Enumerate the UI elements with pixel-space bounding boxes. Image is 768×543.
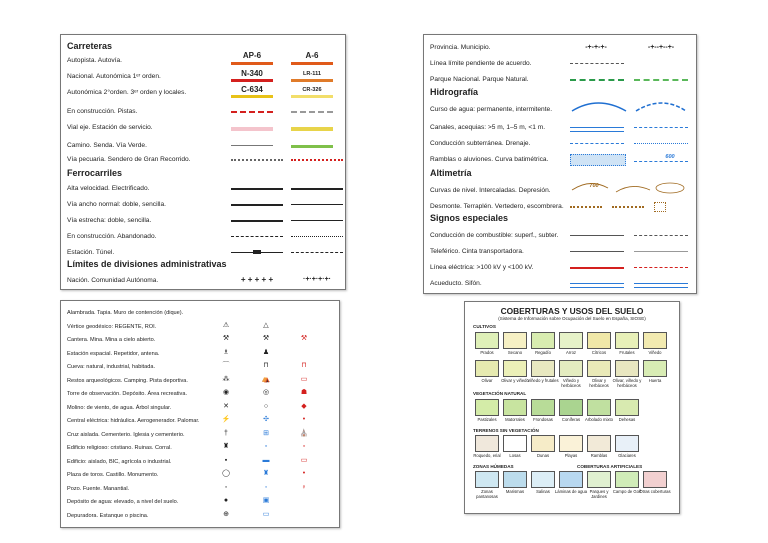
provincia-label: Provincia. Municipio. <box>430 44 491 51</box>
symbol-row <box>61 468 339 482</box>
symbol-row <box>61 441 339 455</box>
land-cover-label: Marismas <box>505 489 525 494</box>
symbol-icon: ⚒ <box>262 335 270 342</box>
electrica-row <box>424 261 696 275</box>
land-cover-swatch <box>503 471 527 488</box>
land-cover-swatch <box>587 435 611 452</box>
acueducto-symbol <box>570 283 624 288</box>
symbol-icon: ● <box>223 497 229 504</box>
pecuaria-row <box>61 153 345 167</box>
land-cover-label: Parques y Jardines <box>589 489 609 499</box>
land-cover-swatch <box>531 332 555 349</box>
symbol-icon: ⊓ <box>263 362 269 369</box>
parque-nacional-symbol <box>570 79 624 81</box>
land-cover-swatch <box>475 332 499 349</box>
terraplen-symbol <box>612 206 644 208</box>
land-cover-swatch <box>503 399 527 416</box>
construccion-symbol <box>231 111 273 113</box>
sendero-symbol <box>291 159 343 161</box>
land-cover-label: Coníferas <box>561 417 581 422</box>
via-verde-symbol <box>291 145 333 148</box>
land-cover-label: Playas <box>564 453 578 458</box>
curso-label: Curso de agua: permanente, intermitente. <box>430 106 553 113</box>
sifon-symbol <box>634 283 688 288</box>
land-cover-label: Huerta <box>648 378 662 383</box>
combustible-row <box>424 229 696 243</box>
land-cover-label: Arroz <box>565 350 576 355</box>
symbol-icon: ▬ <box>262 456 270 464</box>
symbol-icon: ⊓ <box>301 362 307 369</box>
acequia-symbol <box>634 127 688 128</box>
camino-symbol <box>231 145 273 146</box>
pendiente-row <box>424 57 696 71</box>
limites-heading: Límites de divisiones administrativas <box>67 259 227 269</box>
symbol-icon: ⚡ <box>221 416 231 423</box>
curvas-label: Curvas de nivel. Intercaladas. Depresión. <box>430 187 551 194</box>
symbol-row <box>61 414 339 428</box>
parque-label: Parque Nacional. Parque Natural. <box>430 76 529 83</box>
tunel-symbol <box>291 252 343 253</box>
autopista-row <box>61 51 345 68</box>
estrecha-sencilla-symbol <box>291 220 343 221</box>
canales-label: Canales, acequias: >5 m, 1–5 m, <1 m. <box>430 124 546 131</box>
land-cover-swatch <box>615 399 639 416</box>
land-cover-label: Láminas de agua <box>554 489 588 494</box>
land-cover-label: Frondosas <box>533 417 553 422</box>
land-cover-label: Campo de Golf <box>612 489 642 494</box>
altimetria-heading: Altimetría <box>430 168 472 178</box>
symbol-icon: ▭ <box>262 510 270 518</box>
land-cover-swatch <box>531 471 555 488</box>
symbol-row <box>61 320 339 334</box>
symbol-icon: ▫ <box>302 443 306 450</box>
combustible-subter-symbol <box>634 235 688 236</box>
symbol-icon: † <box>224 429 228 437</box>
alta-velocidad-symbol <box>231 188 283 190</box>
land-cover-swatch <box>503 360 527 377</box>
symbol-icon: ○ <box>263 402 269 410</box>
symbol-row-label: Cueva: natural, industrial, habitada. <box>67 364 156 370</box>
land-cover-label: Frutales <box>619 350 635 355</box>
ramblas-row <box>424 153 696 167</box>
autovia-symbol <box>291 62 333 65</box>
conduccion-symbol <box>570 143 624 144</box>
estacion-label: Estación. Túnel. <box>67 249 115 256</box>
symbol-icon: ◦ <box>224 483 228 491</box>
nacional-symbol <box>231 79 273 82</box>
humedas-heading: ZONAS HÚMEDAS <box>473 464 514 469</box>
land-cover-swatch <box>615 360 639 377</box>
local-symbol <box>291 95 333 98</box>
symbol-icon: ⊕ <box>223 510 229 518</box>
symbol-icon: ◉ <box>222 389 230 396</box>
land-cover-label: Glaciares <box>618 453 636 458</box>
roads-legend-panel <box>60 34 346 290</box>
contour-value: 700 <box>589 183 599 189</box>
batimetrica-symbol <box>634 161 688 162</box>
land-cover-label: Olivar, viñedo y herbáceos <box>612 378 642 388</box>
pista-symbol <box>291 111 333 113</box>
land-cover-title: COBERTURAS Y USOS DEL SUELO <box>500 306 644 316</box>
pecuaria-label: Vía pecuaria. Sendero de Gran Recorrido. <box>67 156 191 163</box>
combustible-superf-symbol <box>570 235 624 236</box>
symbol-row <box>61 455 339 469</box>
land-cover-swatch <box>615 332 639 349</box>
artificiales-heading: COBERTURAS ARTIFICIALES <box>577 464 643 469</box>
land-cover-swatch <box>559 471 583 488</box>
land-cover-swatch <box>587 332 611 349</box>
construccion-label: En construcción. Pistas. <box>67 108 138 115</box>
signos-heading: Signos especiales <box>430 213 509 223</box>
curso-row <box>424 103 696 117</box>
symbol-row-label: Plaza de toros. Castillo. Monumento. <box>67 472 159 478</box>
symbol-icon: ⚠ <box>222 321 230 329</box>
ramblas-label: Ramblas o aluviones. Curva batimétrica. <box>430 156 549 163</box>
electrica-label: Línea eléctrica: >100 kV y <100 kV. <box>430 264 534 271</box>
symbol-icon: ♜ <box>222 443 230 450</box>
estrecha-label: Vía estrecha: doble, sencilla. <box>67 217 152 224</box>
ancho-normal-row <box>61 198 345 212</box>
camino-label: Camino. Senda. Vía Verde. <box>67 142 147 149</box>
land-cover-label: Ramblas <box>590 453 608 458</box>
acueducto-label: Acueducto. Sifón. <box>430 280 482 287</box>
symbol-icon: ◎ <box>262 389 270 396</box>
symbol-icon: ◯ <box>222 470 230 477</box>
autonomica1-code: LR-111 <box>302 71 322 77</box>
acueducto-row <box>424 277 696 291</box>
symbol-icon: ♟ <box>262 348 270 356</box>
hydrography-legend-panel <box>423 34 697 294</box>
ferro-construccion-label: En construcción. Abandonado. <box>67 233 157 240</box>
estrecha-doble-symbol <box>231 220 283 222</box>
estacion-box-icon <box>253 250 261 254</box>
rambla-symbol <box>570 154 626 166</box>
cultivos-heading: CULTIVOS <box>473 324 496 329</box>
land-cover-swatch <box>643 332 667 349</box>
alta-velocidad-row <box>61 182 345 196</box>
symbol-row <box>61 360 339 374</box>
symbol-row <box>61 306 339 320</box>
nacional-row <box>61 70 345 84</box>
nacion-label: Nación. Comunidad Autónoma. <box>67 277 159 284</box>
autovia-code: A-6 <box>305 51 319 60</box>
pendiente-label: Línea límite pendiente de acuerdo. <box>430 60 532 67</box>
teleferico-row <box>424 245 696 259</box>
symbol-row-label: Depuradora. Estanque o piscina. <box>67 512 149 519</box>
vial-label: Vial eje. Estación de servicio. <box>67 124 153 131</box>
vegetacion-heading: VEGETACIÓN NATURAL <box>473 391 527 396</box>
ancho-normal-label: Vía ancho normal: doble, sencilla. <box>67 201 166 208</box>
batimetrica-depth: 600 <box>665 154 675 160</box>
autopista-code: AP-6 <box>242 51 262 60</box>
provincia-symbol: -+-+-+- <box>585 44 607 51</box>
cinta-symbol <box>634 251 688 252</box>
symbol-icon: • <box>302 470 306 477</box>
symbol-row-label: Central eléctrica: hidráulica. Aerogenerador. Palomar. <box>67 418 200 424</box>
land-cover-swatch <box>587 399 611 416</box>
comunidad-symbol: ·+·+·+·+· <box>302 276 331 283</box>
autonomica-label: Autonómica 2°orden. 3ᵉʳ orden y locales. <box>67 89 187 96</box>
land-cover-swatch <box>643 471 667 488</box>
autonomica-row <box>61 86 345 100</box>
land-cover-swatch <box>503 332 527 349</box>
symbol-row-label: Torre de observación. Depósito. Área recreativa. <box>67 391 188 397</box>
vial-symbol <box>231 127 273 131</box>
land-cover-label: Viñedo <box>648 350 662 355</box>
land-cover-swatch <box>531 435 555 452</box>
curso-symbol <box>570 97 688 115</box>
symbol-row-label: Edificio: aislado, BIC, agrícola o industrial. <box>67 458 172 465</box>
parque-natural-symbol <box>634 79 688 81</box>
land-cover-label: Regadío <box>535 350 551 355</box>
symbol-icon: • <box>302 416 306 423</box>
land-cover-label: Otras coberturas <box>639 489 671 494</box>
land-cover-label: Olivar <box>481 378 493 383</box>
land-cover-label: Roquedo, erial <box>473 453 501 458</box>
symbol-row <box>61 374 339 388</box>
land-cover-label: Dunas <box>536 453 550 458</box>
vial-row <box>61 121 345 135</box>
land-cover-swatch <box>531 360 555 377</box>
abandonado-symbol <box>291 236 343 237</box>
symbol-icon: ▭ <box>300 375 308 383</box>
land-cover-label: Viñedo y frutales <box>527 378 559 383</box>
curvas-row <box>424 184 696 198</box>
land-cover-swatch <box>503 435 527 452</box>
ancho-doble-symbol <box>231 204 283 206</box>
symbol-icon: ▪ <box>224 456 228 464</box>
symbol-icon: ✣ <box>263 416 269 423</box>
symbol-icon: ▫ <box>264 443 268 450</box>
combustible-label: Conducción de combustible: superf., subter. <box>430 232 559 239</box>
symbol-row <box>61 387 339 401</box>
autonomica2-code: C-634 <box>241 85 263 94</box>
symbol-row-label: Vértice geodésico: REGENTE, ROI. <box>67 323 157 330</box>
land-cover-swatch <box>475 435 499 452</box>
land-cover-swatch <box>475 399 499 416</box>
autonomica2-symbol <box>231 95 273 98</box>
symbol-row-label: Molino: de viento, de agua. Árbol singular. <box>67 404 172 411</box>
land-cover-label: Pastizales <box>477 417 497 422</box>
land-cover-panel <box>464 301 680 514</box>
land-cover-label: Cítricos <box>591 350 607 355</box>
drenaje-symbol <box>634 143 688 144</box>
symbol-icon: ⊞ <box>263 429 269 437</box>
canales-row <box>424 121 696 135</box>
canal-symbol <box>570 127 624 132</box>
symbol-icon: ◆ <box>301 402 307 410</box>
land-cover-swatch <box>615 471 639 488</box>
electrificado-symbol <box>291 188 343 190</box>
electrica-baja-symbol <box>634 267 688 268</box>
symbol-row <box>61 495 339 509</box>
autopista-symbol <box>231 62 273 65</box>
autonomica1-symbol <box>291 79 333 82</box>
symbol-row-label: Edificio religioso: cristiano. Ruinas. Corral. <box>67 445 172 451</box>
land-cover-label: Losas <box>509 453 521 458</box>
land-cover-label: Olivar y herbáceos <box>589 378 609 388</box>
ferro-construccion-symbol <box>231 236 283 237</box>
local-code: CR-326 <box>302 87 322 93</box>
ferro-construccion-row <box>61 230 345 244</box>
symbol-row-label: Alambrada. Tapia. Muro de contención (dique). <box>67 310 184 316</box>
terrenos-heading: TERRENOS SIN VEGETACIÓN <box>473 428 539 433</box>
conduccion-label: Conducción subterránea. Drenaje. <box>430 140 531 147</box>
land-cover-swatch <box>615 435 639 452</box>
land-cover-swatch <box>587 360 611 377</box>
land-cover-subtitle: (Sistema de Información sobre Ocupación del Suelo en España, SIOSE) <box>498 316 646 321</box>
land-cover-swatch <box>643 360 667 377</box>
symbol-icon: ☗ <box>300 389 308 396</box>
symbol-icon: ⁂ <box>222 375 230 383</box>
teleferico-symbol <box>570 251 624 252</box>
symbol-row-label: Restos arqueológicos. Camping. Pista deportiva. <box>67 377 188 384</box>
estacion-servicio-symbol <box>291 127 333 131</box>
vertedero-symbol <box>654 202 666 212</box>
symbol-icon: ♜ <box>262 470 270 477</box>
pecuaria-symbol <box>231 159 283 161</box>
land-cover-label: Secano <box>507 350 523 355</box>
symbol-row <box>61 428 339 442</box>
symbol-row <box>61 333 339 347</box>
symbol-row-label: Cruz aislada. Cementerio. Iglesia y cementerio. <box>67 431 185 438</box>
nacion-symbol: + + + + + <box>240 275 274 284</box>
land-cover-label: Dehesas <box>618 417 636 422</box>
ancho-sencilla-symbol <box>291 204 343 205</box>
teleferico-label: Teleférico. Cinta transportadora. <box>430 248 524 255</box>
carreteras-heading: Carreteras <box>67 41 113 51</box>
symbol-row <box>61 509 339 523</box>
symbol-row <box>61 482 339 496</box>
land-cover-swatch <box>587 471 611 488</box>
symbol-icon: ▭ <box>300 456 308 464</box>
land-cover-swatch <box>559 332 583 349</box>
parque-row <box>424 73 696 87</box>
symbol-row-label: Depósito de agua: elevado, a nivel del suelo. <box>67 499 179 505</box>
desmonte-row <box>424 200 696 214</box>
nacional-code: N-340 <box>241 69 263 78</box>
land-cover-label: Salinas <box>536 489 550 494</box>
symbol-icon: ♀ <box>301 483 307 491</box>
estrecha-row <box>61 214 345 228</box>
symbol-icon: ⌒ <box>222 362 230 369</box>
municipio-symbol: -+--+--+- <box>647 44 675 51</box>
nacion-row <box>61 274 345 288</box>
land-cover-label: Prados <box>480 350 494 355</box>
conduccion-row <box>424 137 696 151</box>
symbol-icon: ⛺ <box>261 375 271 383</box>
symbol-row-label: Pozo. Fuente. Manantial. <box>67 485 130 492</box>
estacion-row <box>61 246 345 260</box>
symbols-legend-panel <box>60 300 340 528</box>
land-cover-swatch <box>559 360 583 377</box>
symbol-icon: ◦ <box>264 483 268 491</box>
desmonte-label: Desmonte. Terraplén. Vertedero, escombrera. <box>430 203 564 210</box>
land-cover-swatch <box>559 435 583 452</box>
symbol-icon: ⛪ <box>299 429 309 437</box>
symbol-row <box>61 401 339 415</box>
symbol-icon: ▣ <box>262 497 270 504</box>
land-cover-swatch <box>475 360 499 377</box>
pendiente-symbol <box>570 63 624 64</box>
symbol-row-label: Cantera. Mina. Mina a cielo abierto. <box>67 337 156 343</box>
camino-row <box>61 139 345 153</box>
symbol-row-label: Estación espacial. Repetidor, antena. <box>67 350 160 357</box>
symbol-row <box>61 347 339 361</box>
land-cover-label: Matorrales <box>505 417 525 422</box>
electrica-alta-symbol <box>570 267 624 269</box>
symbol-icon: ✕ <box>223 402 229 410</box>
alta-velocidad-label: Alta velocidad. Electrificado. <box>67 185 150 192</box>
symbol-icon: ⚒ <box>300 335 308 342</box>
land-cover-swatch <box>531 399 555 416</box>
provincia-row <box>424 41 696 55</box>
land-cover-label: Arbolado mixto <box>585 417 613 422</box>
construccion-row <box>61 105 345 119</box>
land-cover-label: Viñedo y herbáceos <box>561 378 581 388</box>
nacional-label: Nacional. Autonómica 1ᵉʳ orden. <box>67 73 161 80</box>
symbol-icon: ⚒ <box>222 335 230 342</box>
autopista-label: Autopista. Autovía. <box>67 57 122 64</box>
symbol-icon: ♗ <box>222 348 230 356</box>
desmonte-symbol <box>570 206 602 208</box>
hidrografia-heading: Hidrografía <box>430 87 479 97</box>
symbol-icon: △ <box>263 321 269 329</box>
land-cover-label: Olivar y viñedo <box>501 378 529 383</box>
land-cover-swatch <box>475 471 499 488</box>
land-cover-label: Zonas pantanosas <box>476 489 498 499</box>
ferrocarriles-heading: Ferrocarriles <box>67 168 123 178</box>
land-cover-swatch <box>559 399 583 416</box>
